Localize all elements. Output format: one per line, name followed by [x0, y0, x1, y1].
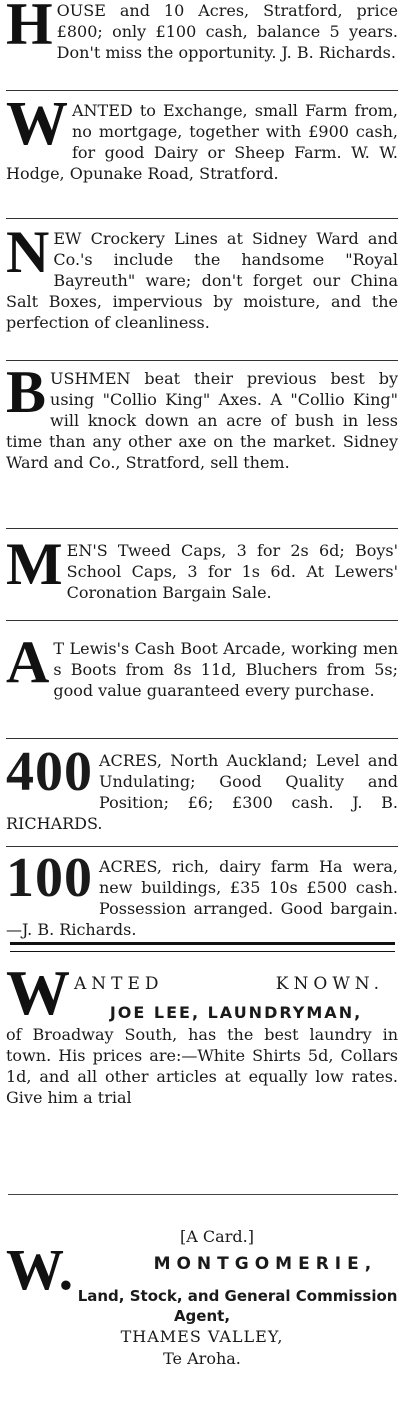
ad-bushmen-axes — [6, 359, 398, 473]
ad-wanted-known — [6, 957, 398, 1108]
ad-body: ACRES, rich, dairy farm Ha wera, new buildings, £35 10s £500 cash. Possession arranged. Good bargain.—J. B. Richards. — [6, 857, 398, 939]
ad-wanted-exchange — [6, 90, 398, 184]
card-line: THAMES VALLEY, — [120, 1327, 284, 1346]
drop-cap: A — [6, 629, 50, 695]
ad-body: USHMEN beat their previous best by using "Collio King" Axes. A "Collio King" will knock down an acre of bush in less time than any other axe on the market. Sidney Ward and Co., Stratford, sell them. — [6, 369, 398, 472]
ad-100-acres — [6, 847, 398, 940]
ad-body: of Broadway South, has the best laundry in town. His prices are:—White Shirts 5d, Collars 1d, and all other articles at equally low rates. Give him a trial — [6, 1025, 398, 1107]
ad-subheading: JOE LEE, LAUNDRYMAN, — [109, 1003, 363, 1022]
divider — [6, 360, 398, 361]
ad-body: T Lewis's Cash Boot Arcade, working men s Boots from 8s 11d, Bluchers from 5s; good value guaranteed every purchase. — [53, 639, 398, 700]
card-line: Land, Stock, and General Commission — [77, 1287, 398, 1305]
card-line: Te Aroha. — [163, 1349, 241, 1368]
ad-heading: ANTED KNOWN. — [74, 974, 384, 994]
drop-cap: H — [6, 0, 53, 57]
ad-body: ACRES, North Auckland; Level and Undulating; Good Quality and Position; £6; £300 cash. J. B. RICHARDS. — [6, 751, 398, 833]
ad-card-montgomerie — [6, 1226, 398, 1370]
acres-number: 100 — [6, 847, 93, 909]
ad-cash-boot-arcade — [6, 629, 398, 701]
ad-body: EN'S Tweed Caps, 3 for 2s 6d; Boys' School Caps, 3 for 1s 6d. At Lewers' Coronation Bargain Sale. — [66, 541, 398, 602]
divider — [6, 738, 398, 739]
drop-cap: W — [6, 90, 68, 158]
card-label: [A Card.] — [180, 1227, 254, 1246]
drop-cap: W — [6, 957, 70, 1028]
drop-cap: W. — [6, 1237, 74, 1302]
thick-divider — [10, 942, 395, 952]
card-line: Agent, — [173, 1307, 231, 1325]
divider — [6, 528, 398, 529]
divider — [6, 620, 398, 621]
drop-cap: B — [6, 359, 47, 425]
divider — [8, 1194, 398, 1195]
card-name: MONTGOMERIE, — [153, 1254, 378, 1274]
ad-body: ANTED to Exchange, small Farm from, no mortgage, together with £900 cash, for good Dairy or Sheep Farm. W. W. Hodge, Opunake Road, Stratford. — [6, 101, 398, 183]
ad-house-stratford — [6, 0, 398, 63]
drop-cap: M — [6, 531, 63, 597]
ad-400-acres — [6, 741, 398, 834]
drop-cap: N — [6, 219, 50, 285]
ad-body: OUSE and 10 Acres, Stratford, price £800; only £100 cash, balance 5 years. Don't miss the opportunity. J. B. Richards. — [56, 1, 398, 62]
acres-number: 400 — [6, 741, 93, 803]
ad-tweed-caps — [6, 531, 398, 603]
ad-body: EW Crockery Lines at Sidney Ward and Co.'s include the handsome "Royal Bayreuth" ware; don't forget our China Salt Boxes, impervious by moisture, and the perfection of cleanliness. — [6, 229, 398, 332]
ad-crockery — [6, 219, 398, 333]
divider — [6, 218, 398, 219]
